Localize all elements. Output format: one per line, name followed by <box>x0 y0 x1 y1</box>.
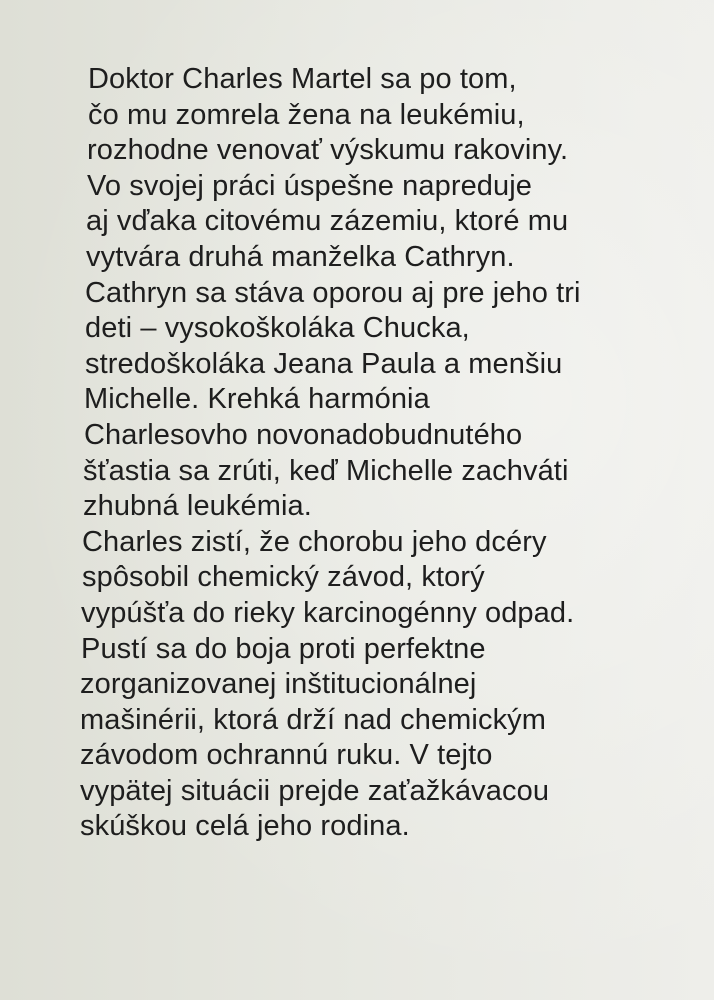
blurb-line: vytvára druhá manželka Cathryn. <box>86 240 515 273</box>
blurb-line: Michelle. Krehká harmónia <box>84 383 430 416</box>
blurb-line: aj vďaka citovému zázemiu, ktoré mu <box>86 205 569 238</box>
blurb-line: zhubná leukémia. <box>83 490 312 523</box>
blurb-text <box>80 62 700 845</box>
blurb-line: čo mu zomrela žena na leukémiu, <box>88 98 525 131</box>
blurb-line: stredoškoláka Jeana Paula a menšiu <box>85 347 563 380</box>
blurb-line: Charlesovho novonadobudnutého <box>84 418 523 451</box>
blurb-line: Vo svojej práci úspešne napreduje <box>87 169 533 202</box>
blurb-line: vypätej situácii prejde zaťažkávacou <box>80 774 550 807</box>
blurb-line: Doktor Charles Martel sa po tom, <box>88 63 517 95</box>
blurb-line: Cathryn sa stáva oporou aj pre jeho tri <box>85 276 581 309</box>
blurb-line: zorganizovanej inštitucionálnej <box>80 668 477 701</box>
blurb-line: mašinérii, ktorá drží nad chemickým <box>80 703 547 736</box>
blurb-line: skúškou celá jeho rodina. <box>80 810 410 843</box>
blurb-line: Pustí sa do boja proti perfektne <box>81 632 486 665</box>
blurb-line: závodom ochrannú ruku. V tejto <box>80 739 493 772</box>
blurb-line: spôsobil chemický závod, ktorý <box>82 561 485 594</box>
blurb-line: rozhodne venovať výskumu rakoviny. <box>87 134 569 167</box>
blurb-line: šťastia sa zrúti, keď Michelle zachváti <box>83 454 569 487</box>
blurb-line: vypúšťa do rieky karcinogénny odpad. <box>81 596 575 629</box>
blurb-line: Charles zistí, že chorobu jeho dcéry <box>82 525 547 558</box>
blurb-line: deti – vysokoškoláka Chucka, <box>85 312 470 345</box>
